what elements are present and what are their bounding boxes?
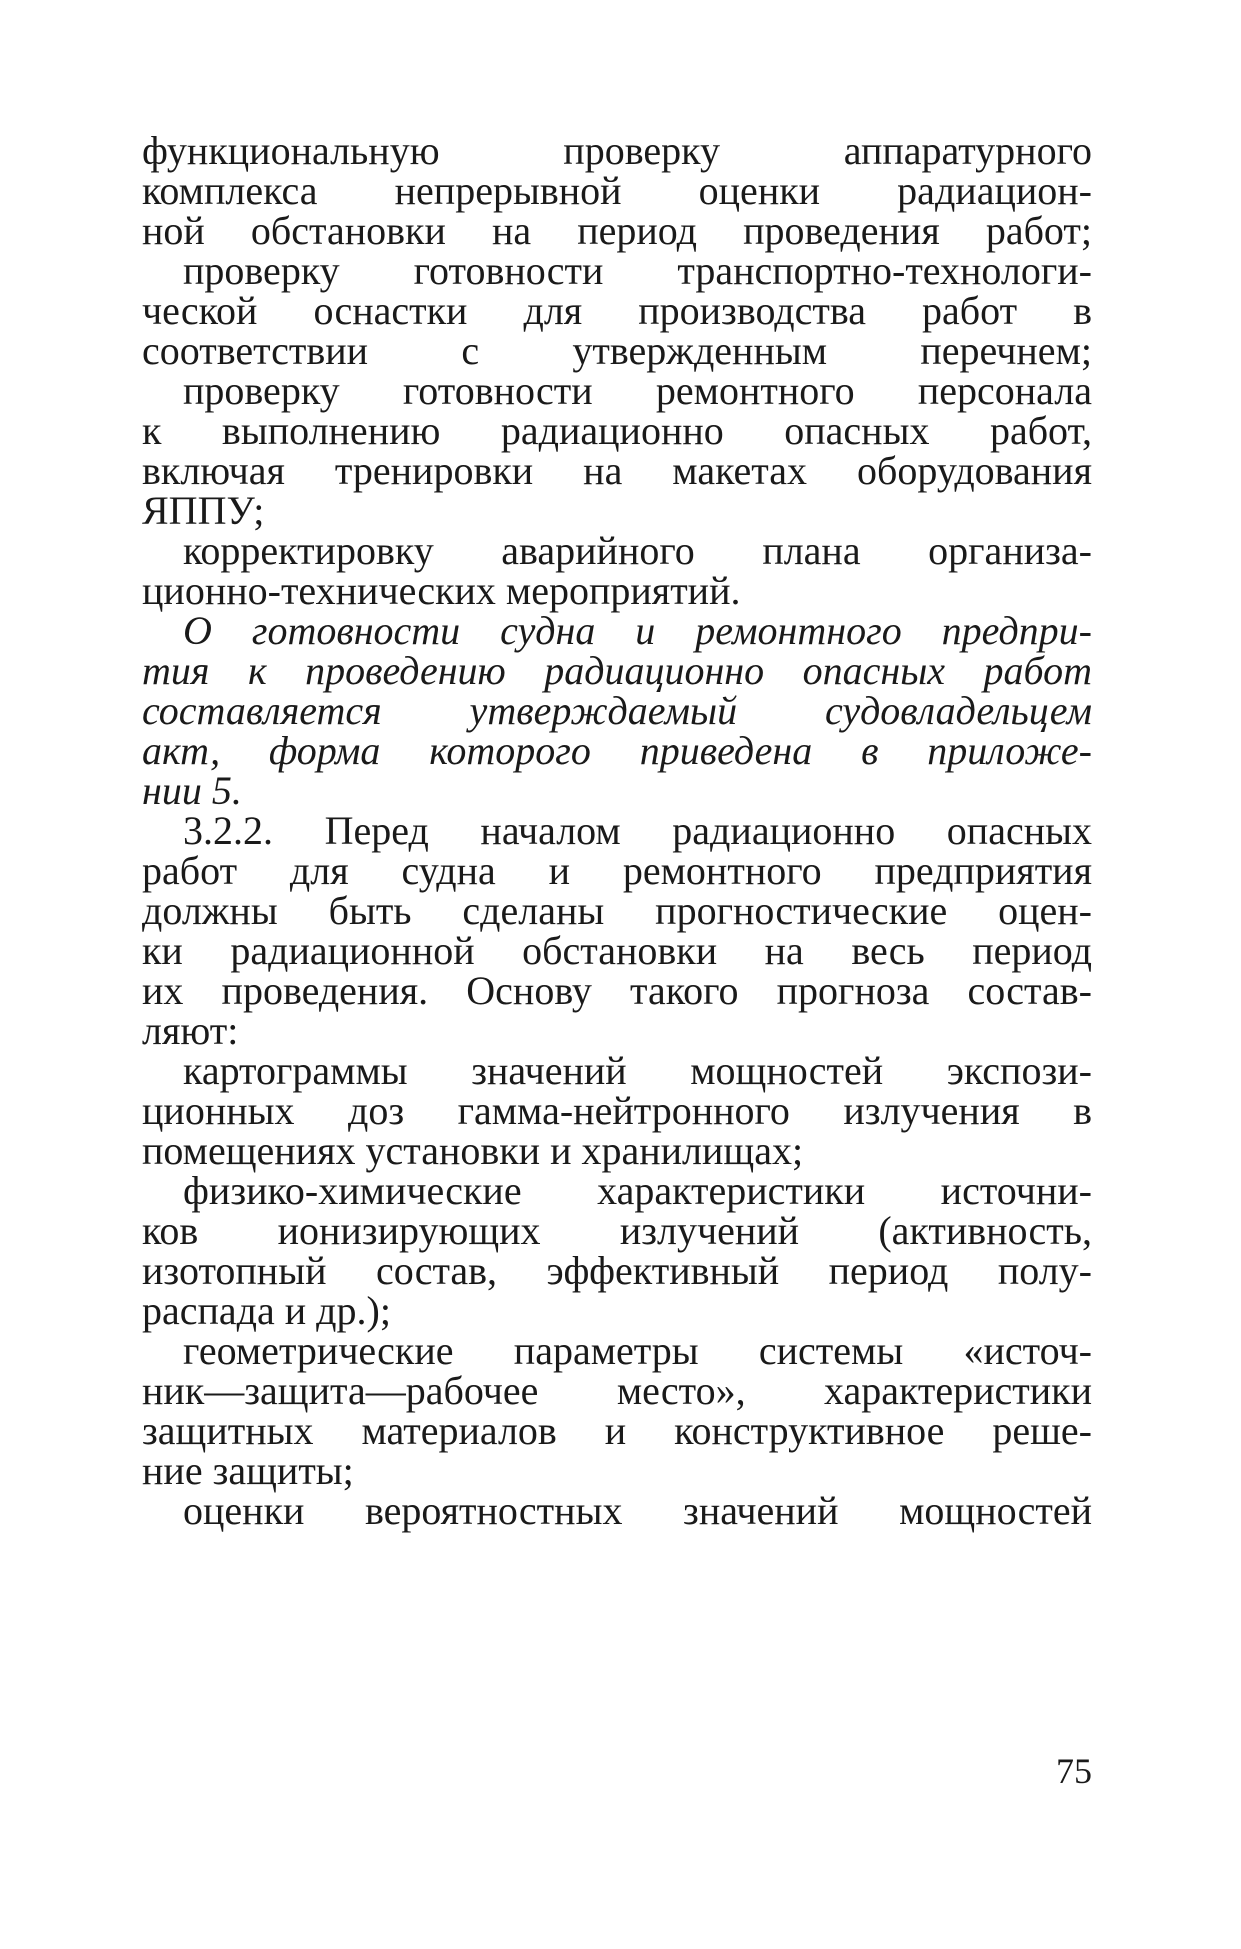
text-line: ционно-технических мероприятий.	[142, 568, 741, 613]
text-line: помещениях установки и хранилищах;	[142, 1128, 804, 1173]
text-line: к выполнению радиационно опасных работ,	[142, 408, 1092, 453]
text-line: работ для судна и ремонтного предприятия	[142, 848, 1092, 893]
text-line: составляется утверждаемый судовладельцем	[142, 688, 1092, 733]
text-line: соответствии с утвержденным перечнем;	[142, 328, 1092, 373]
page-number: 75	[1056, 1751, 1092, 1791]
text-line: физико-химические характеристики источни-	[183, 1168, 1092, 1213]
text-line: геометрические параметры системы «источ-	[183, 1328, 1092, 1373]
text-line: проверку готовности транспортно-технологи-	[183, 248, 1092, 293]
text-line: 3.2.2. Перед началом радиационно опасных	[183, 808, 1092, 853]
text-line: картограммы значений мощностей экспози-	[183, 1048, 1092, 1093]
text-line: защитных материалов и конструктивное реше-	[142, 1408, 1092, 1453]
text-line: изотопный состав, эффективный период полу-	[142, 1248, 1092, 1293]
text-line: должны быть сделаны прогностические оцен-	[142, 888, 1092, 933]
text-line: ляют:	[142, 1008, 239, 1053]
text-line: ционных доз гамма-нейтронного излучения в	[142, 1088, 1092, 1133]
text-line: тия к проведению радиационно опасных работ	[142, 648, 1092, 693]
text-line: оценки вероятностных значений мощностей	[183, 1488, 1092, 1533]
text-line: ков ионизирующих излучений (активность,	[142, 1208, 1092, 1253]
text-line: функциональную проверку аппаратурного	[142, 128, 1092, 173]
text-line: их проведения. Основу такого прогноза состав-	[142, 968, 1092, 1013]
text-line: распада и др.);	[142, 1288, 391, 1333]
text-line: нии 5.	[142, 768, 242, 813]
text-line: акт, форма которого приведена в приложе-	[142, 728, 1092, 773]
text-line: ческой оснастки для производства работ в	[142, 288, 1092, 333]
text-line: ник—защита—рабочее место», характеристики	[142, 1368, 1092, 1413]
text-line: ки радиационной обстановки на весь период	[142, 928, 1092, 973]
text-line: ние защиты;	[142, 1448, 354, 1493]
text-line: корректировку аварийного плана организа-	[183, 528, 1092, 573]
text-line: проверку готовности ремонтного персонала	[183, 368, 1092, 413]
text-line: О готовности судна и ремонтного предпри-	[183, 608, 1092, 653]
text-line: комплекса непрерывной оценки радиацион-	[142, 168, 1092, 213]
text-line: ной обстановки на период проведения работ;	[142, 208, 1092, 253]
text-line: включая тренировки на макетах оборудования	[142, 448, 1092, 493]
text-line: ЯППУ;	[142, 488, 265, 533]
